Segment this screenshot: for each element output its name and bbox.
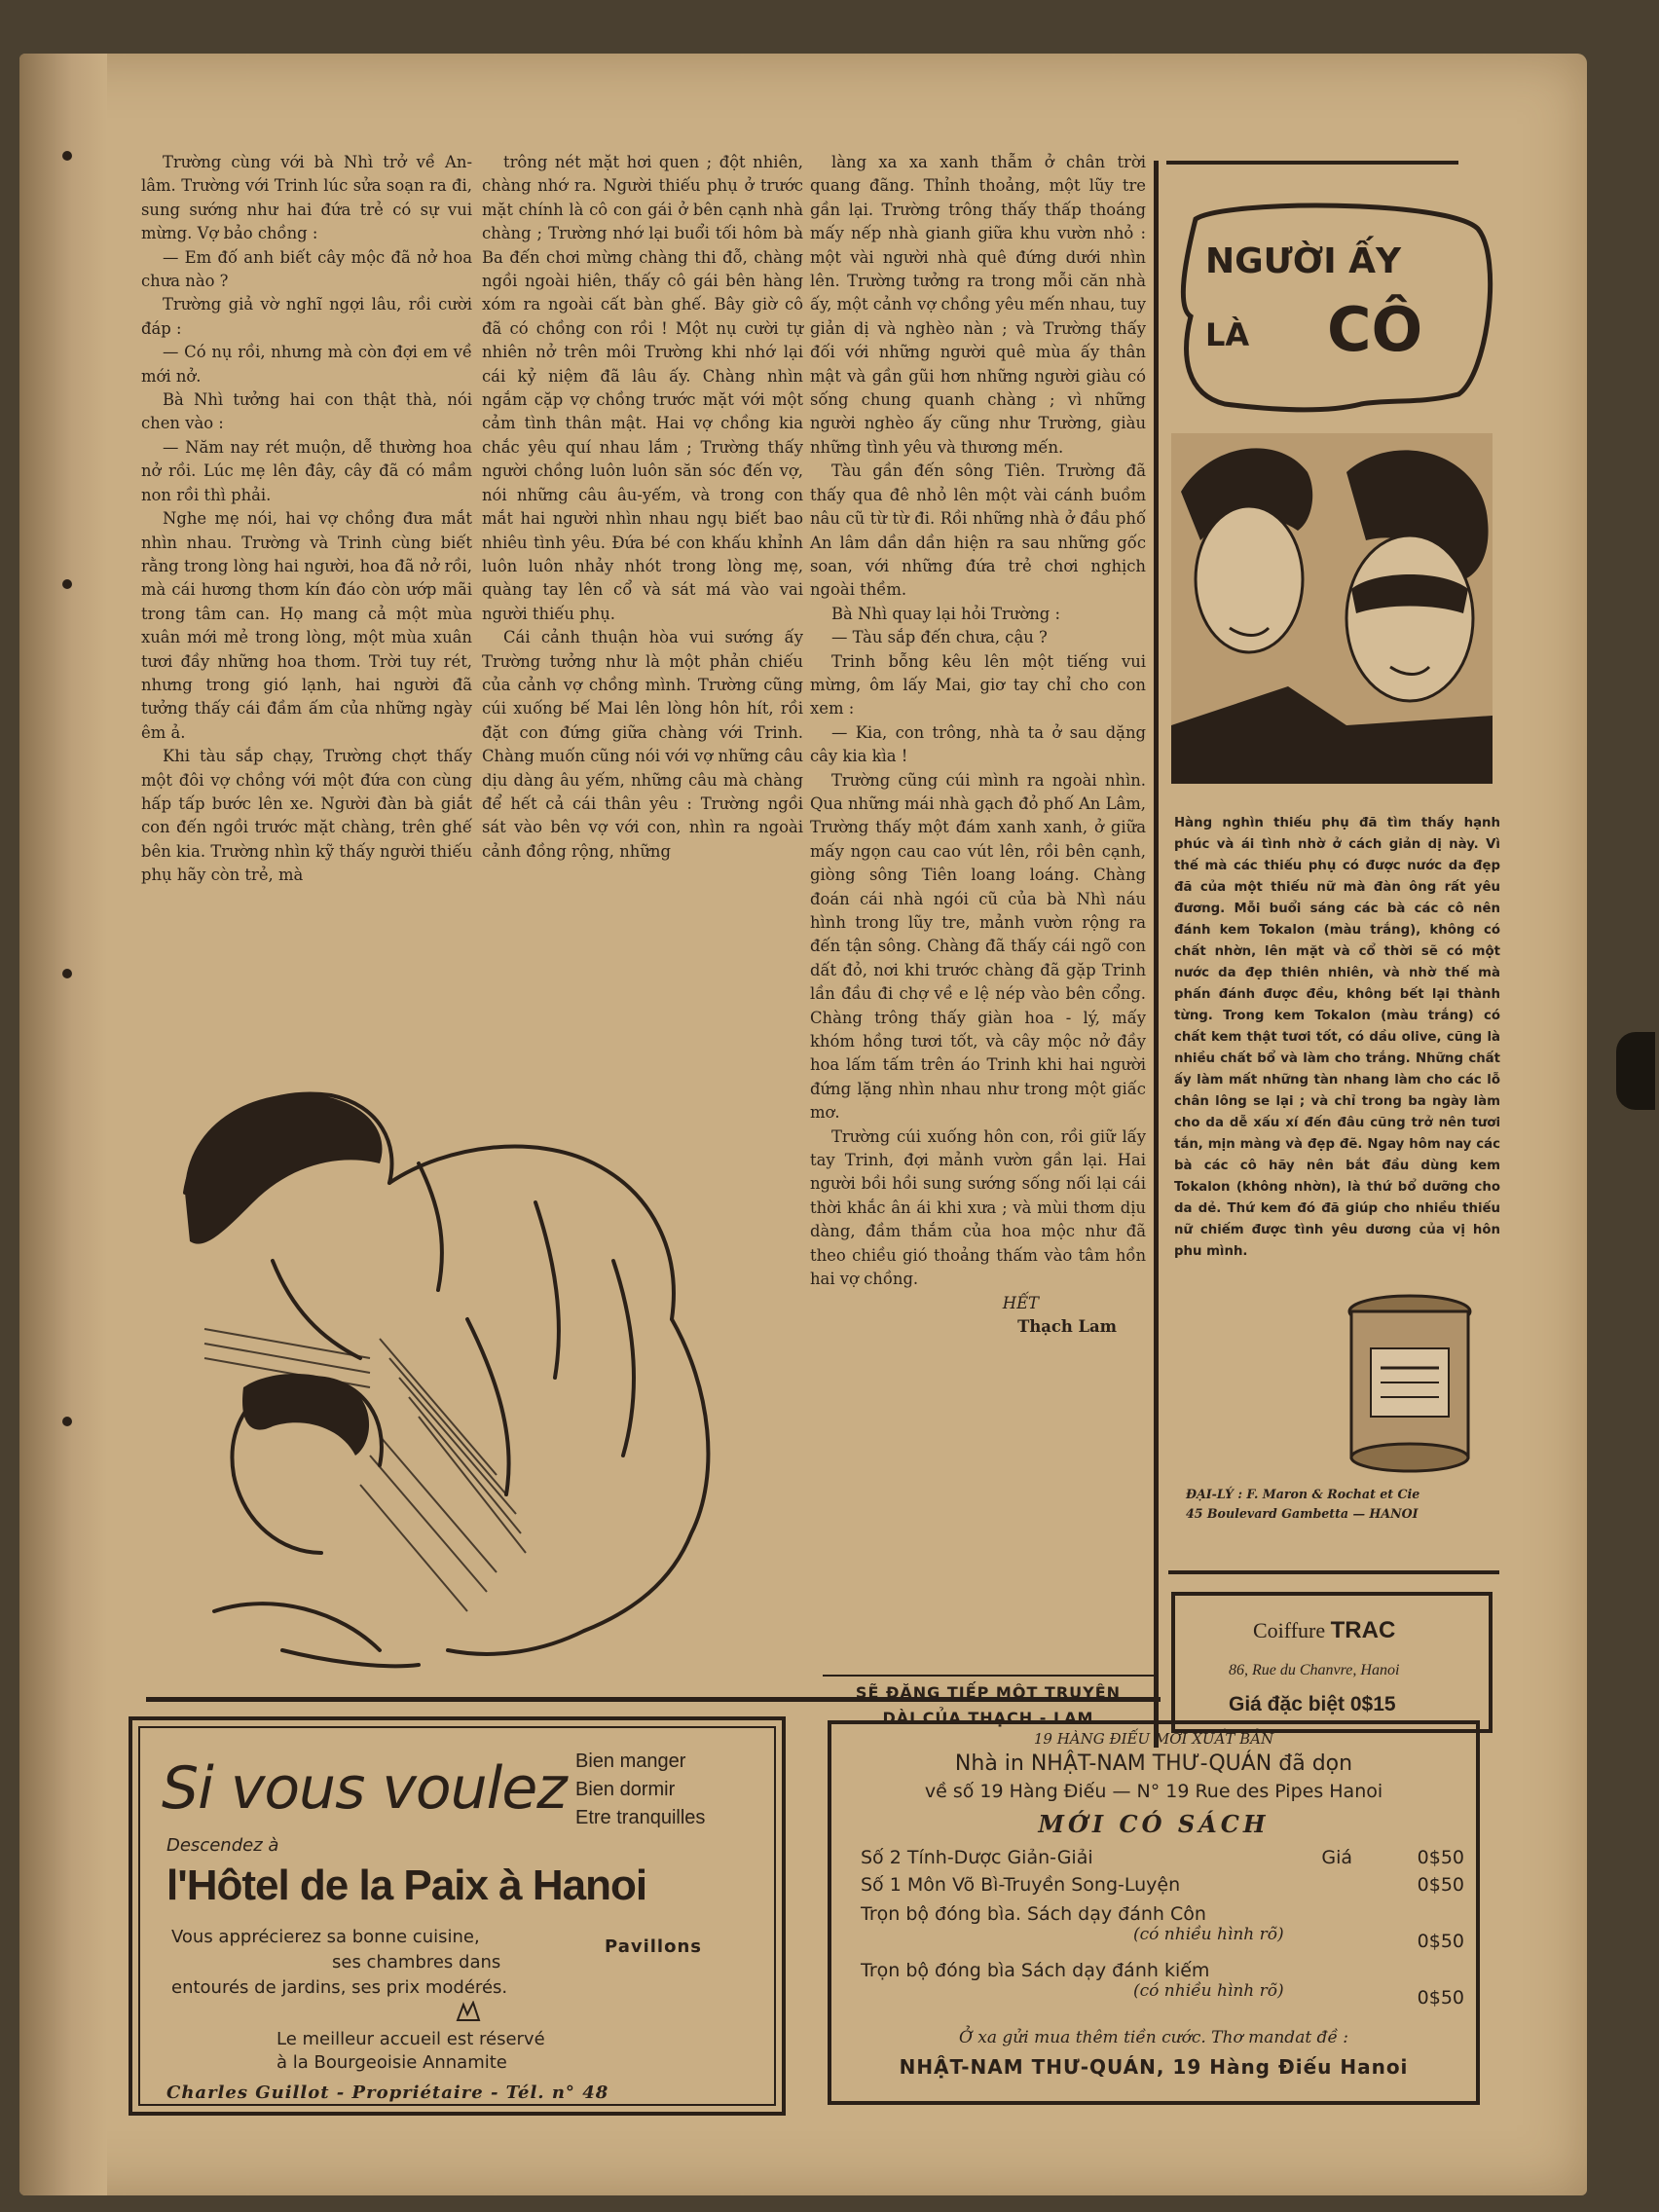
story-paragraph: Cái cảnh thuận hòa vui sướng ấy Trường tưởng như là một phản chiếu của cảnh vợ chồng mình. Trường cũng cúi xuống bế Mai lên lòng hôn hít, rồi đặt con đứng giữa chàng với Trinh. Chàng muốn cũng nói với vợ những câu dịu dàng âu yếm, những câu mà chàng để hết cả cái thân yêu : Trường ngồi sát vào bên vợ với con, nhìn ra ngoài cảnh đồng rộng, những (482, 628, 803, 861)
book-note: (có nhiều hình rõ) (1133, 1981, 1284, 2001)
binding-ring (62, 969, 72, 978)
story-paragraph: — Tàu sắp đến chưa, cậu ? (831, 628, 1048, 647)
ad-top-rule (1166, 161, 1458, 165)
trac-address: 86, Rue du Chanvre, Hanoi (1229, 1662, 1400, 1678)
hotel-desc-line-2: ses chambres dans (332, 1952, 501, 1972)
agent-line-1: ĐẠI-LÝ : F. Maron & Rochat et Cie (1186, 1487, 1420, 1501)
ad-divider (1168, 1570, 1499, 1574)
agent-line-2: 45 Boulevard Gambetta — HANOI (1186, 1506, 1419, 1521)
hotel-headline: Si vous voulez (162, 1754, 567, 1823)
book-row (861, 1847, 1464, 1868)
story-paragraph: Khi tàu sắp chạy, Trường chợt thấy một đôi vợ chồng với một đứa con cùng hấp tấp bước lên xe. Người đàn bà giắt con đến ngồi trước mặt chàng, trên ghế bên kia. Trường nhìn kỹ thấy người thiếu phụ hãy còn trẻ, mà (141, 747, 472, 885)
couple-child-illustration (127, 1066, 808, 1689)
story-column-1 (141, 151, 472, 888)
press-line-2: Nhà in NHẬT-NAM THƯ-QUÁN đã dọn (954, 1751, 1353, 1776)
binder-clip (1616, 1032, 1655, 1110)
hotel-benefit-1: Bien manger (575, 1751, 686, 1772)
book-price: 0$50 (1417, 1847, 1464, 1868)
trac-coiffure: Coiffure (1253, 1618, 1326, 1642)
column-divider (1154, 161, 1159, 1748)
book-row (861, 1960, 1464, 2009)
story-paragraph: Trường cùng với bà Nhì trở về An-lâm. Trường với Trinh lúc sửa soạn ra đi, sung sướng như hai đứa trẻ có sự vui mừng. Vợ bảo chồng : (141, 153, 472, 243)
story-paragraph: Tàu gần đến sông Tiên. Trường đã thấy qua đê nhỏ lên một vài cánh buồm nâu cũ từ từ đi. Rồi những nhà ở đầu phố An lâm dần dần hiện ra sau những gốc soan, với những đứa trẻ chơi nghịch ngoài thềm. (810, 461, 1146, 600)
hotel-welcome (276, 2028, 545, 2075)
ad-headline-la: LÀ (1205, 316, 1250, 353)
story-paragraph: trông nét mặt hơi quen ; đột nhiên, chàng nhớ ra. Người thiếu phụ ở trước mặt chính là cô con gái ở bên cạnh nhà chàng ; Trường nhớ lại buổi tối hôm bà Ba đến chơi mừng chàng thi đỗ, chàng ngồi ngoài hiên, thấy cô gái bên hàng xóm ra ngoài cất bàn ghế. Bây giờ cô đã có chồng con rồi ! Một nụ cười tự nhiên nở trên môi Trường khi nhớ lại cái kỷ niệm đã lâu ấy. Chàng nhìn ngắm cặp vợ chồng trước mặt với một cảm tình thân mật. Hai vợ chồng kia chắc yêu quí nhau lắm ; Trường thấy người chồng luôn luôn săn sóc đến vợ, nói những câu âu-yếm, và trong con mắt hai người nhìn nhau ngụ biết bao nhiêu tình yêu. Đứa bé con khấu khỉnh luôn luôn nhảy nhót trong lòng mẹ, quàng tay lên cổ và sát má vào vai người thiếu phụ. (482, 153, 803, 623)
book-row (861, 1903, 1464, 1952)
hotel-welcome-line-2: à la Bourgeoisie Annamite (276, 2052, 507, 2073)
press-address: NHẬT-NAM THƯ-QUÁN, 19 Hàng Điếu Hanoi (899, 2055, 1409, 2079)
tokalon-advertisement (1166, 161, 1502, 1563)
story-paragraph: Trường cũng cúi mình ra ngoài nhìn. Qua những mái nhà gạch đỏ phố An Lâm, Trường thấy một đám xanh xanh, ở giữa mấy ngọn cau cao vút lên, rồi bên cạnh, giòng sông Tiên loang loáng. Chàng đoán cái nhà ngói cũ của bà Nhì náu hình trong lũy tre, mảnh vườn rộng ra đến tận sông. Chàng đã thấy cái ngõ con dất đỏ, nơi khi trước chàng đã gặp Trinh lần đầu đi chợ về e lệ nép vào bên cổng. Chàng trông thấy giàn hoa - lý, mấy khóm hồng tươi tốt, và cây mộc nở đầy hoa lấm tấm trên áo Trinh khi hai người đứng lặng nhìn nhau như trong một giấc mơ. (810, 770, 1146, 1123)
hotel-de-la-paix-advertisement (129, 1716, 786, 2116)
binding-ring (62, 151, 72, 161)
press-line-3: về số 19 Hàng Điếu — N° 19 Rue des Pipes Hanoi (924, 1781, 1383, 1802)
ad-headline-line-1: NGƯỜI ẤY (1205, 241, 1402, 281)
press-new-books: MỚI CÓ SÁCH (1038, 1810, 1270, 1838)
couple-portrait-illustration (1171, 433, 1493, 784)
hotel-pavillons: Pavillons (605, 1936, 702, 1957)
coiffure-trac-advertisement (1171, 1592, 1493, 1733)
hotel-owner: Charles Guillot - Propriétaire - Tél. n° 48 (166, 2083, 609, 2103)
page-binding (19, 54, 107, 2195)
nhat-nam-thu-quan-advertisement (828, 1720, 1480, 2105)
book-price: 0$50 (1417, 1874, 1464, 1896)
next-story-line-1: SẼ ĐĂNG TIẾP MỘT TRUYỆN (855, 1683, 1122, 1702)
hotel-benefit-3: Etre tranquilles (575, 1807, 706, 1828)
press-line-1: 19 HÀNG ĐIẾU MỚI XUẤT BẢN (1033, 1730, 1274, 1748)
ad-headline-co: CÔ (1327, 294, 1423, 365)
hotel-benefit-2: Bien dormir (575, 1779, 676, 1800)
hotel-descendez: Descendez à (166, 1835, 279, 1856)
story-paragraph: — Có nụ rồi, nhưng mà còn đợi em về mới nở. (141, 343, 472, 386)
hotel-benefits (575, 1748, 705, 1832)
story-paragraph: Bà Nhì quay lại hỏi Trường : (831, 604, 1060, 623)
book-price: 0$50 (1417, 1987, 1464, 2009)
tokalon-ad-body: Hàng nghìn thiếu phụ đã tìm thấy hạnh phúc và ái tình nhờ ở cách giản dị này. Vì thế mà các thiếu phụ có được nước da đẹp đã của một thiếu nữ mà đàn ông rất yêu đương. Mỗi buổi sáng các bà các cô nên đánh kem Tokalon (màu trắng), không có chất nhờn, lên mặt và cổ thời sẽ có một nước da đẹp thiên nhiên, và nhờ thế mà phấn đánh được đều, không bết lại thành từng. Trong kem Tokalon (màu trắng) có chất kem thật tươi tốt, có dầu olive, cũng là nhiều chất bổ và làm cho trắng. Những chất ấy làm mất những tàn nhang làm cho các lỗ chân lông se lại ; và chỉ trong ba ngày làm cho da dễ xấu xí đến đâu cũng trở nên tươi tắn, mịn màng và đẹp đẽ. Ngay hôm nay các bà các cô hãy nên bắt đầu dùng kem Tokalon (không nhờn), là thứ bổ dưỡng cho da dẻ. Thứ kem đó đã giúp cho nhiều thiếu nữ chiếm được tình yêu dương của vị hôn phu mình. (1174, 816, 1500, 1259)
tokalon-ad-agent (1186, 1485, 1497, 1524)
binding-ring (62, 579, 72, 589)
binding-ring (62, 1417, 72, 1426)
story-column-3 (810, 151, 1146, 1339)
story-paragraph: Trường giả vờ nghĩ ngợi lâu, rồi cười đáp : (141, 295, 472, 338)
book-title: Số 2 Tính-Dược Giản-Giải (861, 1847, 1093, 1868)
book-note: (có nhiều hình rõ) (1133, 1925, 1284, 1944)
hotel-description (171, 1925, 507, 2001)
story-paragraph: Trường cúi xuống hôn con, rồi giữ lấy tay Trinh, đợi mảnh vườn gần lại. Hai người bồi hồi sung sướng sống nối lại cái thời khắc ân ái khi xưa ; và mùi thơm dịu dàng, đầm thắm của hoa mộc như đã theo chiều gió thoảng thấm vào tâm hồn hai vợ chồng. (810, 1126, 1146, 1289)
book-price-label: Giá (1321, 1847, 1352, 1868)
story-column-3-body (810, 151, 1146, 1292)
hotel-desc-line-3: entourés de jardins, ses prix modérés. (171, 1977, 508, 1998)
next-story-line-2: DÀI CỦA THẠCH - LAM (882, 1709, 1094, 1727)
book-title: Trọn bộ đóng bìa Sách dạy đánh kiếm (861, 1960, 1210, 1981)
story-paragraph: làng xa xa xanh thẫm ở chân trời quang đãng. Thỉnh thoảng, một lũy tre gần lại. Trường trông thấy thấp thoáng mấy nếp nhà gianh giữa khu vườn nhỏ : một vài người nhà quê đứng dưới nhìn lên. Trường tưởng ra trong mỗi căn nhà ấy, một cảnh vợ chồng yêu mến nhau, tuy giản dị và nghèo nàn ; và Trường thấy đối với những người quê mùa ấy thân mật và gần gũi hơn những người giàu có sống chung quanh chàng ; vì những người nghèo ấy cũng như Trường, giàu những tình yêu và thương mến. (810, 153, 1146, 457)
press-footnote: Ở xa gửi mua thêm tiền cước. Thơ mandat đề : (958, 2028, 1349, 2047)
story-paragraph: — Kia, con trông, nhà ta ở sau dặng cây kia kìa ! (810, 722, 1146, 766)
book-title: Trọn bộ đóng bìa. Sách dạy đánh Côn (861, 1903, 1206, 1925)
trac-price: Giá đặc biệt 0$15 (1229, 1693, 1396, 1715)
story-paragraph: Trinh bỗng kêu lên một tiếng vui mừng, ôm lấy Mai, giơ tay chỉ cho con xem : (810, 651, 1146, 719)
story-paragraph: — Em đố anh biết cây mộc đã nở hoa chưa nào ? (141, 247, 472, 291)
book-title: Số 1 Môn Võ Bì-Truyền Song-Luyện (861, 1874, 1181, 1896)
hotel-welcome-line-1: Le meilleur accueil est réservé (276, 2029, 545, 2049)
story-author: Thạch Lam (1017, 1316, 1117, 1336)
newspaper-page (19, 54, 1587, 2195)
book-row (861, 1874, 1464, 1896)
book-price: 0$50 (1417, 1931, 1464, 1952)
hotel-name: l'Hôtel de la Paix à Hanoi (166, 1862, 647, 1909)
story-paragraph: Nghe mẹ nói, hai vợ chồng đưa mắt nhìn nhau. Trường và Trinh cùng biết rằng trong lòng hai người, hoa đã nở rồi, mà cái hương thơm kín đáo còn ướp mãi trong tâm can. Họ mang cả một mùa xuân mới mẻ trong lòng, một mùa xuân tươi đầy những hoa thơm. Trời tuy rét, nhưng trong gió lạnh, hai người đã tưởng thấy cái đầm ấm của những ngày êm ả. (141, 509, 472, 742)
tokalon-jar-icon (1342, 1290, 1478, 1475)
hotel-desc-line-1: Vous apprécierez sa bonne cuisine, (171, 1927, 480, 1947)
ornament-icon (454, 2001, 483, 2024)
story-paragraph: — Năm nay rét muộn, dễ thường hoa nở rồi. Lúc mẹ lên đây, cây đã có mầm non rồi thì phải. (141, 437, 472, 504)
story-column-2 (482, 151, 803, 864)
trac-name: TRAC (1330, 1617, 1396, 1643)
story-end-mark: HẾT (1002, 1293, 1039, 1312)
trac-title (1253, 1617, 1395, 1644)
story-paragraph: Bà Nhì tưởng hai con thật thà, nói chen vào : (141, 390, 472, 433)
